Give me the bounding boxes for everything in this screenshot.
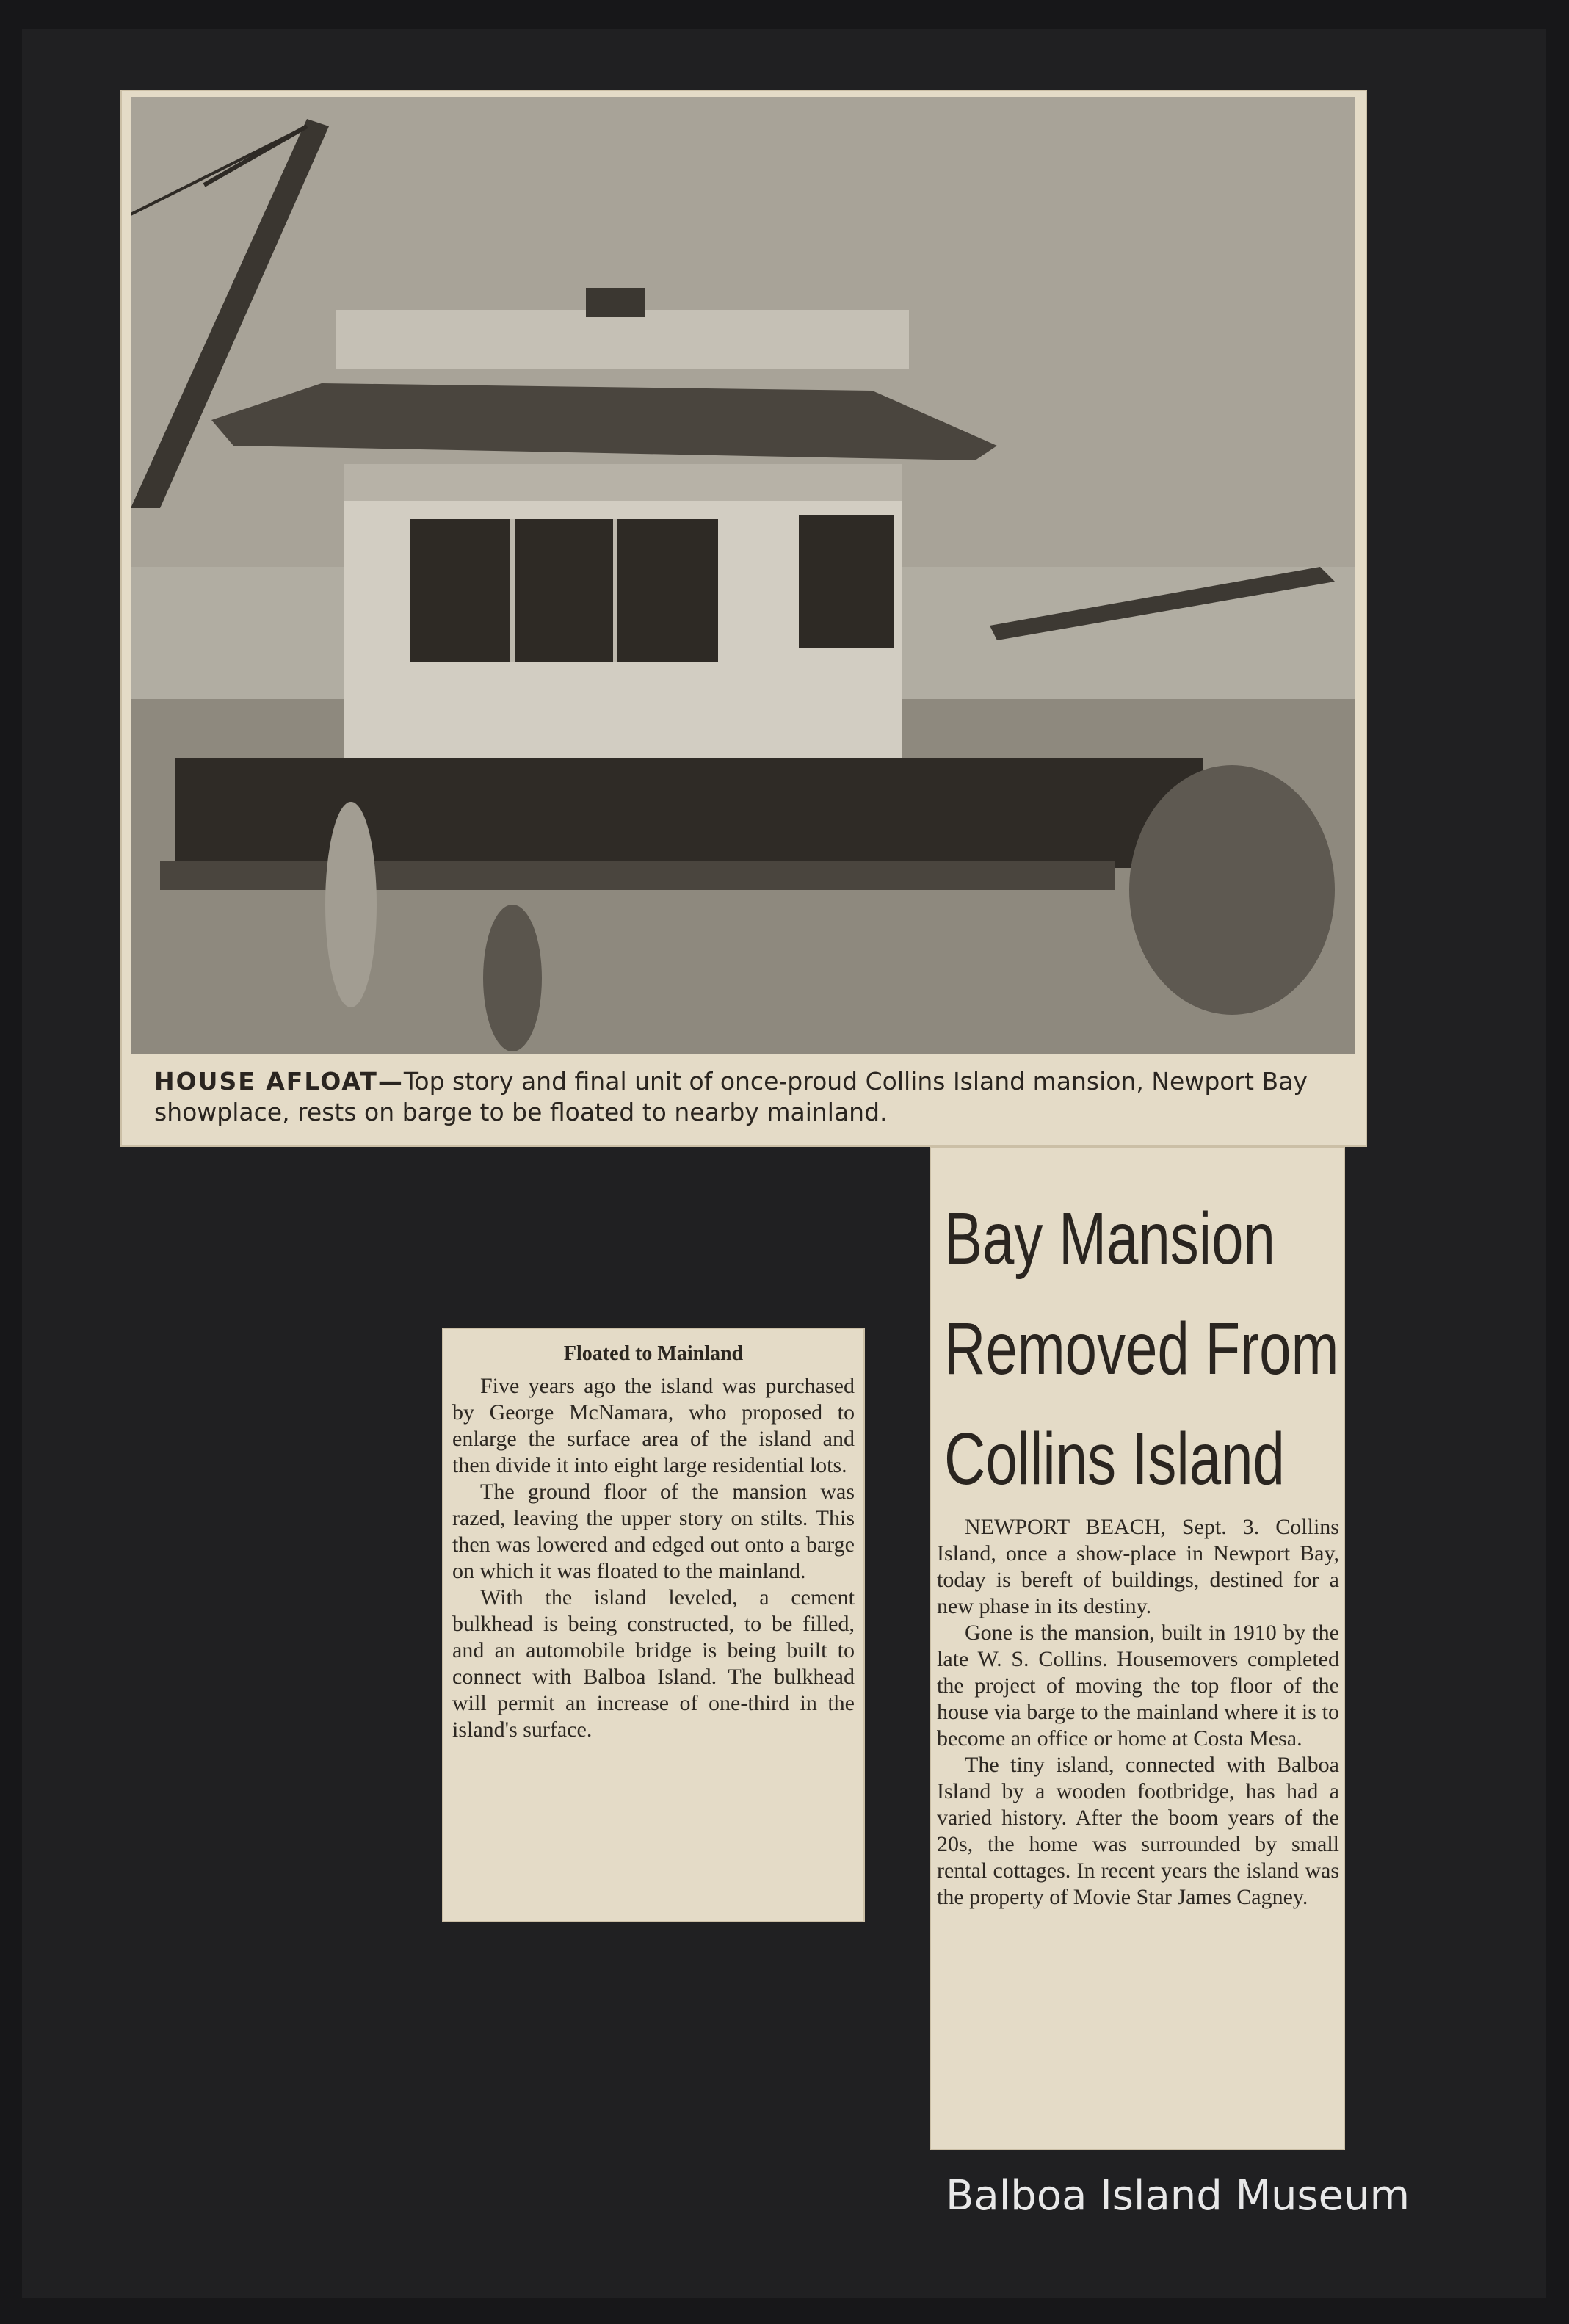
side-paragraph: The ground floor of the mansion was razed, leaving the upper story on stilts. This then was lowered and edged out onto a barge on which it was floated to the mainland. — [452, 1480, 855, 1583]
house-on-barge-photo — [131, 97, 1355, 1054]
side-paragraph: Five years ago the island was purchased by George McNamara, who proposed to enlarge the surface area of the island and then divide it into eight large residential lots. — [452, 1374, 855, 1477]
photo-caption — [154, 1066, 1351, 1128]
main-article-clipping — [930, 1147, 1345, 2150]
photo-illustration — [131, 97, 1355, 1054]
side-article-body — [452, 1373, 855, 1743]
headline-line-3: Collins Island — [944, 1418, 1285, 1500]
article-paragraph: The tiny island, connected with Balboa Island by a wooden footbridge, has had a varied history. After the boom years of the 20s, the home was surrounded by small rental cottages. In recent years the island was the property of Movie Star James Cagney. — [937, 1753, 1339, 1909]
side-article-title: Floated to Mainland — [563, 1342, 744, 1365]
article-paragraph: NEWPORT BEACH, Sept. 3. Collins Island, once a show-place in Newport Bay, today is bereft of buildings, destined for a new phase in its destiny. — [937, 1515, 1339, 1618]
side-paragraph: With the island leveled, a cement bulkhead is being constructed, to be filled, and an automobile bridge is being built to connect with Balboa Island. The bulkhead will permit an increase of one-third in the island's surface. — [452, 1585, 855, 1742]
photo-clipping — [120, 90, 1367, 1147]
headline-line-2: Removed From — [944, 1308, 1339, 1390]
side-article-clipping — [442, 1328, 865, 1922]
caption-lead: HOUSE AFLOAT— — [154, 1067, 404, 1096]
caption-text: Top story and final unit of once-proud Collins Island mansion, Newport Bay showplace, rests on barge to be floated to nearby mainland. — [154, 1067, 1308, 1126]
museum-watermark: Balboa Island Museum — [946, 2172, 1410, 2220]
article-body — [937, 1514, 1339, 1911]
article-headline — [944, 1184, 1339, 1514]
article-paragraph: Gone is the mansion, built in 1910 by the late W. S. Collins. Housemovers completed the project of moving the top floor of the house via barge to the mainland where it is to become an office or home at Costa Mesa. — [937, 1621, 1339, 1751]
headline-line-1: Bay Mansion — [944, 1198, 1275, 1280]
